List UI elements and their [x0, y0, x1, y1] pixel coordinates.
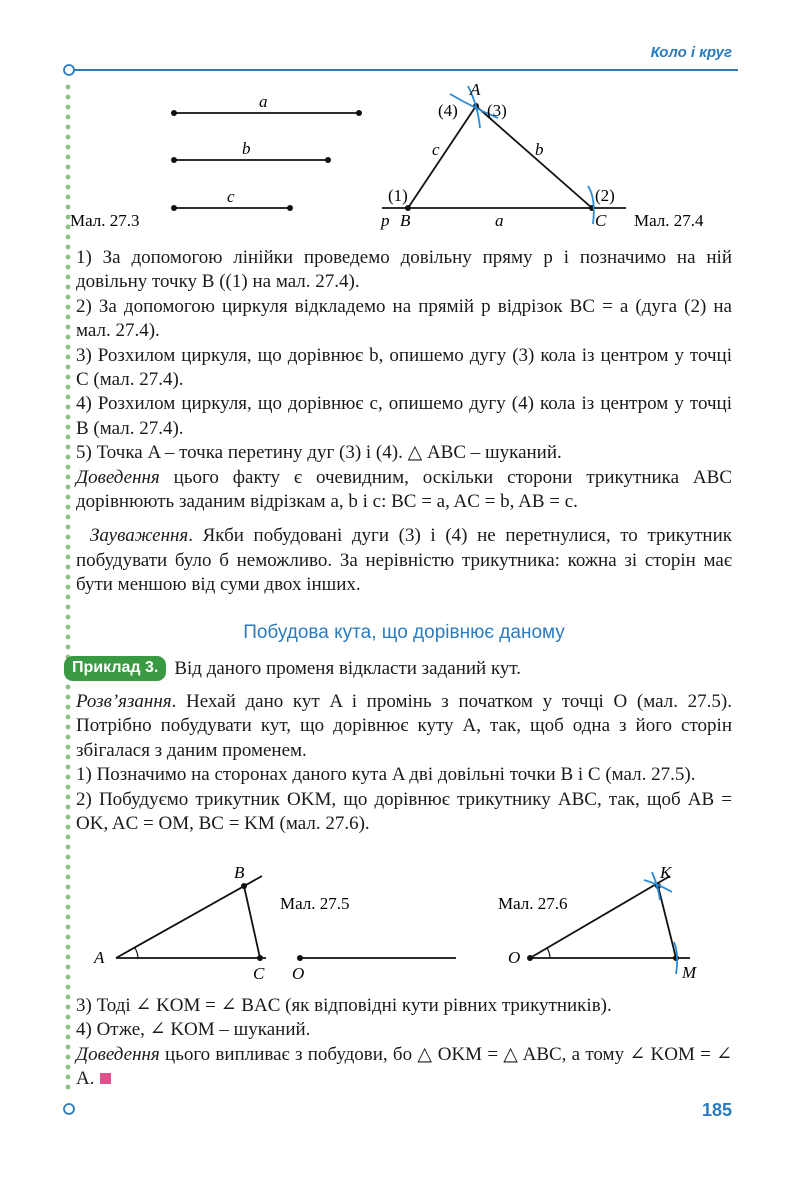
label-k: K	[660, 863, 672, 882]
example-task: Від даного променя відкласти заданий кут.	[174, 658, 522, 679]
figure-27-6	[490, 858, 730, 984]
label-a: A	[470, 80, 481, 99]
step-2-1: 1) Позначимо на сторонах даного кута A дві довільні точки B і C (мал. 27.5).	[76, 764, 696, 786]
mark-2: (2)	[595, 186, 615, 205]
point-b	[241, 883, 247, 889]
solution-block	[76, 690, 732, 836]
label-o: O	[508, 948, 521, 967]
segment-c	[171, 187, 293, 211]
segment-bc	[244, 886, 260, 958]
figure-27-4-caption: Мал. 27.4	[634, 211, 704, 230]
side-c-label: c	[432, 140, 440, 159]
page-number: 185	[701, 1100, 732, 1120]
remark	[76, 524, 732, 597]
footer-rule	[62, 1102, 738, 1116]
label-b: B	[234, 863, 245, 882]
running-title: Коло і круг	[650, 44, 732, 61]
example-3	[64, 656, 734, 681]
solution-text: . Нехай дано кут A і промінь з початком у точці O (мал. 27.5). Потрібно побудувати кут, що дорівнює куту A, так, щоб одна з його сторін збігалася з даним променем.	[76, 691, 732, 761]
proof-1-lead: Доведення	[76, 466, 160, 488]
figure-27-5-caption: Мал. 27.5	[280, 894, 350, 913]
angle-o-arc	[547, 948, 550, 958]
figure-27-6-caption: Мал. 27.6	[498, 894, 568, 913]
step-5: 5) Точка A – точка перетину дуг (3) і (4). △ ABC – шуканий.	[76, 442, 562, 464]
step-3: 3) Розхилом циркуля, що дорівнює b, опишемо дугу (3) кола із центром у точці C (мал. 27.4).	[76, 344, 732, 391]
segment-a	[171, 92, 362, 116]
segment-c-label: c	[227, 187, 235, 206]
point-o	[297, 955, 303, 961]
side-ab	[408, 106, 476, 208]
label-m: M	[682, 963, 697, 982]
mark-1: (1)	[388, 186, 408, 205]
line-p-label: p	[381, 211, 390, 230]
side-a-label: a	[495, 211, 504, 230]
figure-27-3-caption: Мал. 27.3	[70, 211, 140, 228]
label-c: C	[595, 211, 607, 230]
remark-text: . Якби побудовані дуги (3) і (4) не перетнулися, то трикутник побудувати було б неможливо. За нерівністю трикутника: кожна зі сторін має бути меншою від суми двох інших.	[76, 525, 732, 596]
step-2: 2) За допомогою циркуля відкладемо на прямій p відрізок BC = a (дуга (2) на мал. 27.4).	[76, 295, 732, 342]
side-ac	[476, 106, 592, 208]
margin-dots	[64, 82, 72, 1094]
section-title: Побудова кута, що дорівнює даному	[243, 622, 565, 643]
solution-lead: Розв’язання	[76, 691, 172, 712]
point-c	[257, 955, 263, 961]
proof-1	[76, 466, 732, 515]
steps-part3	[76, 994, 732, 1092]
remark-lead: Зауваження	[90, 525, 189, 547]
end-of-proof-square	[100, 1073, 111, 1084]
mark-3: (3)	[487, 101, 507, 120]
mark-4: (4)	[438, 101, 458, 120]
side-ab-ray	[116, 876, 262, 958]
label-b: B	[400, 211, 411, 230]
side-km	[658, 886, 676, 958]
segment-b	[171, 139, 331, 163]
step-1: 1) За допомогою лінійки проведемо довільну пряму p і позначимо на ній довільну точку B ((1) на мал. 27.4).	[76, 247, 732, 293]
step-3-1: 3) Тоді ∠ KOM = ∠ BAC (як відповідні кути рівних трикутників).	[76, 995, 612, 1016]
figure-27-4	[370, 78, 730, 230]
side-b-label: b	[535, 140, 544, 159]
step-4: 4) Розхилом циркуля, що дорівнює c, опишемо дугу (4) кола із центром у точці B (мал. 27.4).	[76, 393, 732, 439]
point-m	[673, 955, 679, 961]
proof-2	[76, 1043, 732, 1092]
step-2-2: 2) Побудуємо трикутник OKM, що дорівнює трикутнику ABC, так, щоб AB = OK, AC = OM, BC = KM (мал. 27.6).	[76, 788, 732, 835]
segment-b-label: b	[242, 139, 251, 158]
example-badge: Приклад 3.	[64, 656, 166, 681]
steps-part1	[76, 246, 732, 598]
label-o: O	[292, 964, 305, 983]
proof-2-lead: Доведення	[76, 1043, 160, 1065]
point-o	[527, 955, 533, 961]
figure-27-3	[62, 88, 372, 228]
proof-2-text: цього випливає з побудови, бо △ OKM = △ ABC, а тому ∠ KOM = ∠ A.	[76, 1043, 732, 1090]
label-a: A	[94, 948, 105, 967]
label-c: C	[253, 964, 265, 983]
step-3-2: 4) Отже, ∠ KOM – шуканий.	[76, 1019, 311, 1041]
header-rule	[62, 63, 738, 77]
figure-27-5	[90, 862, 470, 984]
angle-a-arc	[135, 948, 138, 958]
proof-1-text: цього факту є очевидним, оскільки сторони трикутника ABC дорівнюють заданим відрізкам a, b і c: BC = a, AC = b, AB = c.	[76, 466, 732, 513]
segment-a-label: a	[259, 92, 268, 111]
solution	[76, 690, 732, 763]
side-ok	[530, 876, 670, 958]
